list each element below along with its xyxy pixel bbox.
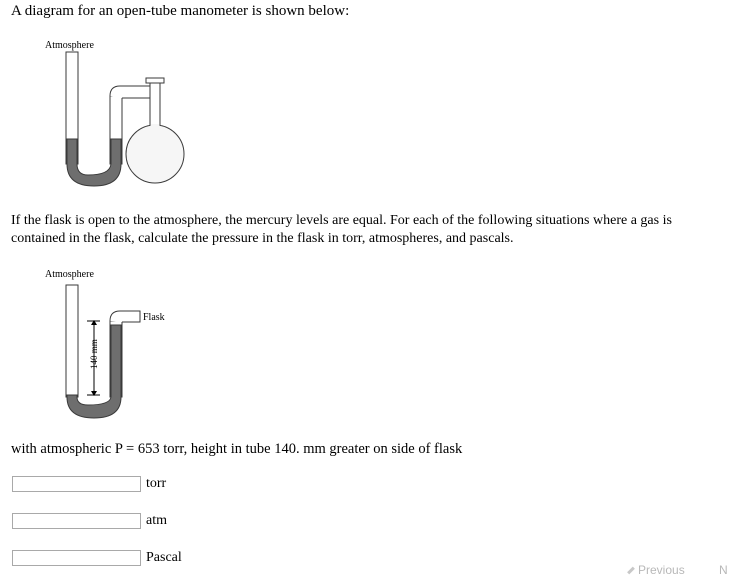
manometer-diagram-open-flask — [40, 34, 200, 194]
pascal-answer-input[interactable] — [12, 550, 141, 566]
next-label: N — [719, 563, 728, 577]
previous-label: Previous — [638, 563, 685, 577]
flask-bulb — [126, 125, 184, 183]
torr-answer-input[interactable] — [12, 476, 141, 492]
height-label: 140 mm — [89, 339, 99, 369]
flask-label: Flask — [143, 312, 165, 323]
situation-text: with atmospheric P = 653 torr, height in tube 140. mm greater on side of flask — [11, 441, 463, 457]
atm-answer-input[interactable] — [12, 513, 141, 529]
atmosphere-label: Atmosphere — [45, 40, 94, 51]
manometer-diagram-height — [40, 263, 190, 423]
next-button[interactable] — [719, 563, 728, 577]
atm-unit-label: atm — [146, 513, 167, 528]
mercury-fill — [67, 139, 121, 186]
torr-unit-label: torr — [146, 476, 167, 491]
intro-text: A diagram for an open-tube manometer is shown below: — [11, 3, 350, 19]
atmosphere-label-2: Atmosphere — [45, 269, 94, 280]
pascal-unit-label: Pascal — [146, 550, 182, 565]
problem-description: If the flask is open to the atmosphere, the mercury levels are equal. For each of the following situations where a gas is contained in the flask, calculate the pressure in the flask in torr, atmospheres, and pascals. — [11, 213, 672, 246]
previous-button[interactable] — [627, 563, 685, 577]
